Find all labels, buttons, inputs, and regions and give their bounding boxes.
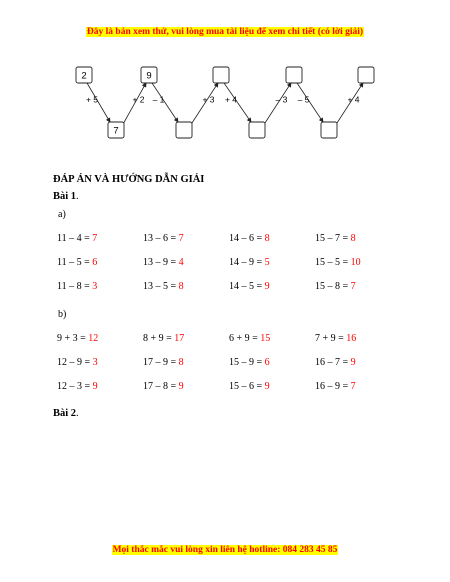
expression: 15 – 5 =	[315, 257, 351, 268]
answer-cell	[229, 281, 270, 292]
expression: 14 – 5 =	[229, 281, 265, 292]
expression: 13 – 6 =	[143, 233, 179, 244]
answer-value: 3	[92, 357, 98, 368]
expression: 11 – 4 =	[57, 233, 93, 244]
expression: 15 – 7 =	[315, 233, 351, 244]
expression: 11 – 5 =	[57, 257, 93, 268]
expression: 17 – 8 =	[143, 381, 179, 392]
answer-cell	[229, 333, 270, 344]
number-chain-diagram	[60, 60, 390, 150]
chain-arrow	[122, 83, 146, 126]
answer-cell	[143, 257, 184, 268]
expression: 16 – 7 =	[315, 357, 351, 368]
preview-notice-banner	[0, 27, 450, 37]
answer-value: 3	[92, 281, 98, 292]
operation-label: + 3	[202, 94, 215, 105]
expression: 13 – 9 =	[143, 257, 179, 268]
answer-cell	[229, 357, 270, 368]
expression: 16 – 9 =	[315, 381, 351, 392]
part-b-label: b)	[58, 309, 67, 320]
answer-value: 15	[260, 333, 271, 344]
expression: 17 – 9 =	[143, 357, 179, 368]
expression: 13 – 5 =	[143, 281, 179, 292]
answer-value: 9	[350, 357, 356, 368]
chain-box	[358, 67, 374, 83]
answer-cell	[315, 257, 361, 268]
expression: 8 + 9 =	[143, 333, 175, 344]
answer-cell	[229, 257, 270, 268]
operation-label: + 4	[224, 94, 238, 105]
expression: 14 – 9 =	[229, 257, 265, 268]
expression: 7 + 9 =	[315, 333, 347, 344]
chain-arrow	[335, 83, 363, 126]
answer-value: 8	[178, 357, 184, 368]
chain-box	[76, 67, 92, 83]
expression: 15 – 9 =	[229, 357, 265, 368]
answer-cell	[57, 233, 97, 244]
operation-label: + 5	[85, 94, 99, 105]
answer-value: 7	[350, 281, 356, 292]
expression: 14 – 6 =	[229, 233, 265, 244]
exercise-1-dot: .	[76, 191, 79, 202]
answer-value: 9	[264, 281, 270, 292]
exercise-1-title	[53, 191, 79, 202]
part-a-answers-grid	[57, 233, 417, 305]
answer-cell	[143, 357, 184, 368]
operation-label: – 1	[152, 94, 165, 105]
answer-row	[57, 381, 417, 405]
answer-cell	[143, 333, 184, 344]
part-b-answers-grid	[57, 333, 417, 405]
answers-heading: ĐÁP ÁN VÀ HƯỚNG DẪN GIẢI	[53, 174, 205, 185]
expression: 6 + 9 =	[229, 333, 261, 344]
answer-cell	[315, 357, 356, 368]
answer-value: 7	[178, 233, 184, 244]
answer-cell	[143, 281, 184, 292]
expression: 12 – 3 =	[57, 381, 93, 392]
exercise-2-label: Bài 2	[53, 408, 77, 419]
answer-cell	[229, 381, 270, 392]
chain-box	[176, 122, 192, 138]
chain-arrow	[263, 83, 291, 126]
chain-box	[286, 67, 302, 83]
answer-cell	[143, 233, 184, 244]
chain-box-value: 9	[146, 70, 152, 82]
operation-label: + 2	[132, 94, 145, 105]
chain-box-value: 7	[113, 125, 119, 137]
answer-cell	[57, 381, 98, 392]
answer-row	[57, 333, 417, 357]
exercise-2-dot: .	[76, 408, 79, 419]
expression: 15 – 6 =	[229, 381, 265, 392]
chain-box	[108, 122, 124, 138]
operation-label: – 5	[297, 94, 310, 105]
chain-arrow	[190, 83, 218, 126]
answer-row	[57, 233, 417, 257]
answer-value: 8	[264, 233, 270, 244]
hotline-text: Mọi thắc mắc vui lòng xin liên hệ hotline: 084 283 45 85	[112, 545, 338, 555]
answer-value: 8	[350, 233, 356, 244]
answer-cell	[57, 333, 98, 344]
answer-value: 17	[174, 333, 185, 344]
operation-label: + 4	[347, 94, 360, 105]
answer-row	[57, 257, 417, 281]
answer-value: 7	[350, 381, 356, 392]
answer-cell	[57, 357, 98, 368]
operation-label: – 3	[275, 94, 288, 105]
expression: 11 – 8 =	[57, 281, 93, 292]
answer-value: 10	[350, 257, 361, 268]
answer-row	[57, 281, 417, 305]
answer-cell	[57, 281, 97, 292]
answer-value: 5	[264, 257, 270, 268]
exercise-2-title	[53, 408, 79, 419]
answer-value: 6	[92, 257, 98, 268]
part-a-label: a)	[58, 209, 66, 220]
hotline-banner	[0, 545, 450, 555]
exercise-1-label: Bài 1	[53, 191, 77, 202]
answer-cell	[57, 257, 97, 268]
answer-value: 9	[178, 381, 184, 392]
answer-value: 6	[264, 357, 270, 368]
answer-cell	[315, 233, 356, 244]
answer-value: 9	[92, 381, 98, 392]
chain-box	[321, 122, 337, 138]
answer-cell	[143, 381, 184, 392]
answer-value: 8	[178, 281, 184, 292]
answer-cell	[315, 281, 356, 292]
answer-cell	[315, 381, 356, 392]
chain-box	[249, 122, 265, 138]
answer-cell	[229, 233, 270, 244]
expression: 12 – 9 =	[57, 357, 93, 368]
answer-value: 12	[88, 333, 99, 344]
chain-box-value: 2	[81, 70, 87, 82]
answer-row	[57, 357, 417, 381]
answer-cell	[315, 333, 356, 344]
expression: 9 + 3 =	[57, 333, 89, 344]
answer-value: 16	[346, 333, 357, 344]
preview-notice-text: Đây là bản xem thử, vui lòng mua tài liệu để xem chi tiết (có lời giải)	[86, 27, 364, 37]
expression: 15 – 8 =	[315, 281, 351, 292]
answer-value: 4	[178, 257, 184, 268]
answer-value: 9	[264, 381, 270, 392]
chain-box	[213, 67, 229, 83]
chain-box	[141, 67, 157, 83]
answer-value: 7	[92, 233, 98, 244]
